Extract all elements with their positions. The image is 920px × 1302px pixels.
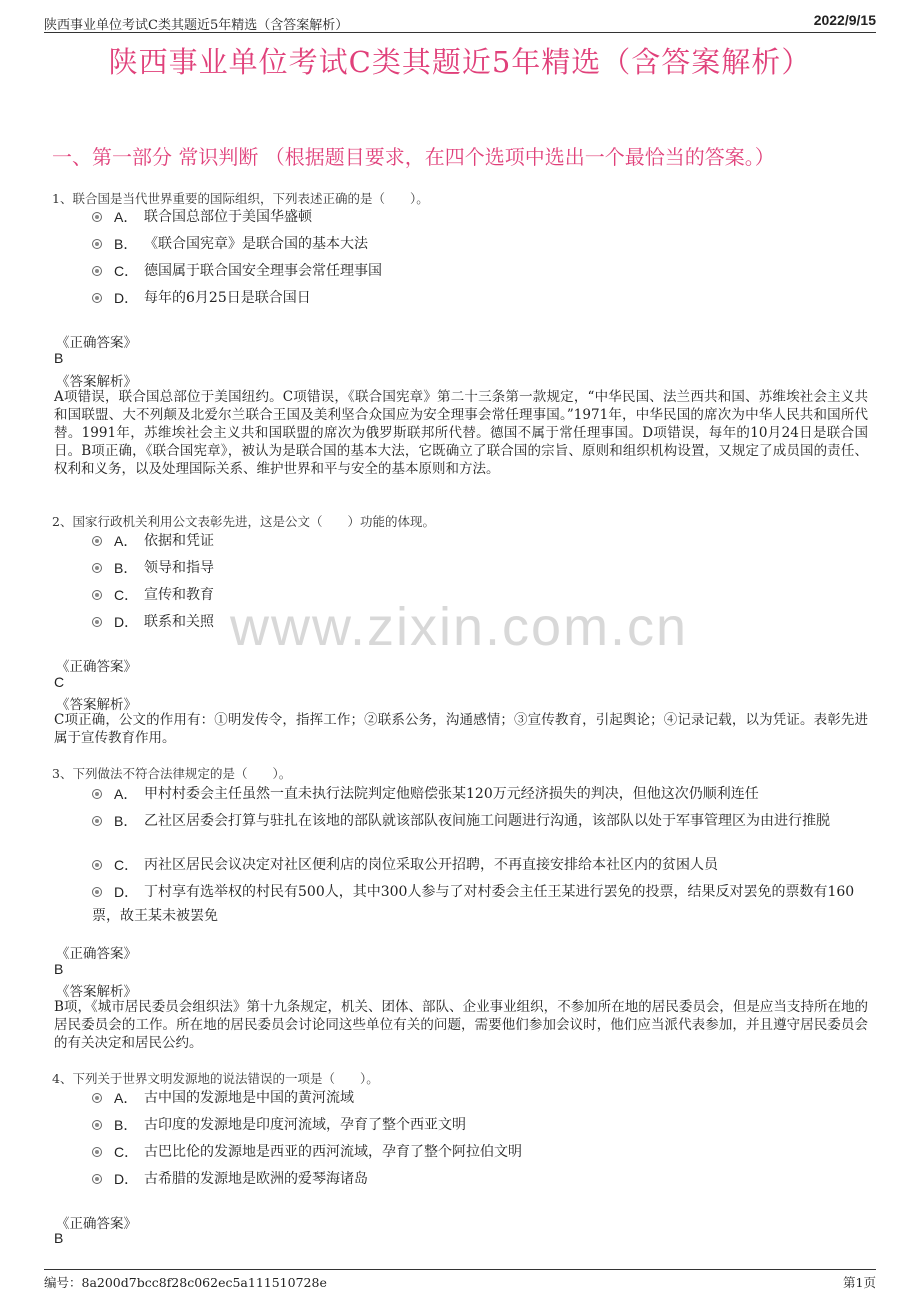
option-key: B． <box>114 813 138 829</box>
option-key: C． <box>114 857 139 873</box>
q4-answer: B <box>54 1230 64 1246</box>
q2-option-d[interactable] <box>92 610 870 634</box>
header-title: 陕西事业单位考试C类其题近5年精选（含答案解析） <box>44 18 349 33</box>
option-key: B． <box>114 1117 138 1133</box>
q4-option-a[interactable] <box>92 1086 870 1110</box>
radio-icon[interactable] <box>92 266 102 276</box>
q4-option-d[interactable] <box>92 1167 870 1191</box>
option-key: B． <box>114 560 138 576</box>
q3-option-d[interactable] <box>92 880 870 928</box>
watermark: www.zixin.com.cn <box>230 597 689 657</box>
q2-analysis: C项正确，公文的作用有：①明发传令，指挥工作；②联系公务，沟通感情；③宣传教育，引起舆论；④记录记载，以为凭证。表彰先进属于宣传教育作用。 <box>54 712 868 746</box>
option-text: 《联合国宪章》是联合国的基本大法 <box>144 236 368 252</box>
radio-icon[interactable] <box>92 816 102 826</box>
question-1-stem: 1、联合国是当代世界重要的国际组织，下列表述正确的是（ ）。 <box>52 191 429 206</box>
option-key: A． <box>114 1090 138 1106</box>
option-key: A． <box>114 533 138 549</box>
q3-answer: B <box>54 961 64 977</box>
q1-option-d[interactable] <box>92 286 870 310</box>
radio-icon[interactable] <box>92 1093 102 1103</box>
q2-option-b[interactable] <box>92 556 870 580</box>
radio-icon[interactable] <box>92 536 102 546</box>
radio-icon[interactable] <box>92 789 102 799</box>
radio-icon[interactable] <box>92 887 102 897</box>
option-text: 依据和凭证 <box>144 533 214 549</box>
page-footer <box>44 1269 876 1290</box>
q1-option-b[interactable] <box>92 232 870 256</box>
option-text: 甲村村委会主任虽然一直未执行法院判定他赔偿张某120万元经济损失的判决，但他这次仍顺利连任 <box>144 786 759 802</box>
radio-icon[interactable] <box>92 1147 102 1157</box>
option-text: 每年的6月25日是联合国日 <box>144 290 311 306</box>
footer-doc-id: 编号：8a200d7bcc8f28c062ec5a111510728e <box>44 1275 327 1290</box>
option-text: 古希腊的发源地是欧洲的爱琴海诸岛 <box>144 1171 368 1187</box>
option-text: 联系和关照 <box>144 614 214 630</box>
radio-icon[interactable] <box>92 1174 102 1184</box>
q1-option-a[interactable] <box>92 205 870 229</box>
q2-option-a[interactable] <box>92 529 870 553</box>
option-text: 古中国的发源地是中国的黄河流域 <box>144 1090 354 1106</box>
question-4-stem: 4、下列关于世界文明发源地的说法错误的一项是（ ）。 <box>52 1071 379 1086</box>
answer-label: 《正确答案》 <box>56 659 137 675</box>
option-key: D． <box>114 290 139 306</box>
option-text: 古巴比伦的发源地是西亚的西河流域，孕育了整个阿拉伯文明 <box>144 1144 522 1160</box>
option-text: 德国属于联合国安全理事会常任理事国 <box>144 263 382 279</box>
option-key: A． <box>114 209 138 225</box>
option-key: C． <box>114 263 139 279</box>
option-key: C． <box>114 587 139 603</box>
document-title: 陕西事业单位考试C类其题近5年精选（含答案解析） <box>108 45 812 79</box>
option-key: C． <box>114 1144 139 1160</box>
option-key: A． <box>114 786 138 802</box>
option-text: 丁村享有选举权的村民有500人，其中300人参与了对村委会主任王某进行罢免的投票，结果反对罢免的票数有160票，故王某未被罢免 <box>92 884 855 924</box>
section-heading: 一、第一部分 常识判断 （根据题目要求，在四个选项中选出一个最恰当的答案。） <box>52 145 775 169</box>
radio-icon[interactable] <box>92 1120 102 1130</box>
analysis-label: 《答案解析》 <box>56 697 137 713</box>
q4-option-c[interactable] <box>92 1140 870 1164</box>
answer-label: 《正确答案》 <box>56 946 137 962</box>
q2-option-c[interactable] <box>92 583 870 607</box>
analysis-label: 《答案解析》 <box>56 374 137 390</box>
page-header <box>44 12 876 33</box>
q1-answer: B <box>54 350 64 366</box>
q3-analysis: B项，《城市居民委员会组织法》第十九条规定，机关、团体、部队、企业事业组织，不参加所在地的居民委员会，但是应当支持所在地的居民委员会的工作。所在地的居民委员会讨论同这些单位有关的问题，需要他们参加会议时，他们应当派代表参加，并且遵守居民委员会的有关决定和居民公约。 <box>54 999 868 1051</box>
q2-answer: C <box>54 674 65 690</box>
option-text: 宣传和教育 <box>144 587 214 603</box>
footer-page-number: 第1页 <box>843 1275 876 1290</box>
answer-label: 《正确答案》 <box>56 335 137 351</box>
option-text: 联合国总部位于美国华盛顿 <box>144 209 312 225</box>
radio-icon[interactable] <box>92 617 102 627</box>
radio-icon[interactable] <box>92 563 102 573</box>
answer-label: 《正确答案》 <box>56 1216 137 1232</box>
analysis-label: 《答案解析》 <box>56 984 137 1000</box>
option-text: 丙社区居民会议决定对社区便利店的岗位采取公开招聘，不再直接安排给本社区内的贫困人员 <box>144 857 718 873</box>
radio-icon[interactable] <box>92 293 102 303</box>
q3-option-b[interactable] <box>92 809 870 833</box>
q4-option-b[interactable] <box>92 1113 870 1137</box>
question-3-stem: 3、下列做法不符合法律规定的是（ ）。 <box>52 766 292 781</box>
header-date: 2022/9/15 <box>813 12 876 28</box>
question-2-stem: 2、国家行政机关利用公文表彰先进，这是公文（ ）功能的体现。 <box>52 514 435 529</box>
option-key: D． <box>114 884 139 900</box>
radio-icon[interactable] <box>92 212 102 222</box>
radio-icon[interactable] <box>92 860 102 870</box>
radio-icon[interactable] <box>92 239 102 249</box>
q3-option-a[interactable] <box>92 782 870 806</box>
option-key: D． <box>114 614 139 630</box>
option-key: D． <box>114 1171 139 1187</box>
option-key: B． <box>114 236 138 252</box>
option-text: 古印度的发源地是印度河流域，孕育了整个西亚文明 <box>144 1117 466 1133</box>
option-text: 乙社区居委会打算与驻扎在该地的部队就该部队夜间施工问题进行沟通，该部队以处于军事管理区为由进行推脱 <box>144 813 830 829</box>
q1-option-c[interactable] <box>92 259 870 283</box>
q1-analysis: A项错误，联合国总部位于美国纽约。C项错误，《联合国宪章》第二十三条第一款规定，“中华民国、法兰西共和国、苏维埃社会主义共和国联盟、大不列颠及北爱尔兰联合王国及美利坚合众国应为安全理事会常任理事国。”1971年，中华民国的席次为中华人民共和国所代替。1991年，苏维埃社会主义共和国联盟的席次为俄罗斯联邦所代替。德国不属于常任理事国。D项错误，每年的10月24日是联合国日。B项正确，《联合国宪章》，被认为是联合国的基本大法，它既确立了联合国的宗旨、原则和组织机构设置，又规定了成员国的责任、权利和义务，以及处理国际关系、维护世界和平与安全的基本原则和方法。 <box>54 389 868 477</box>
option-text: 领导和指导 <box>144 560 214 576</box>
radio-icon[interactable] <box>92 590 102 600</box>
q3-option-c[interactable] <box>92 853 870 877</box>
